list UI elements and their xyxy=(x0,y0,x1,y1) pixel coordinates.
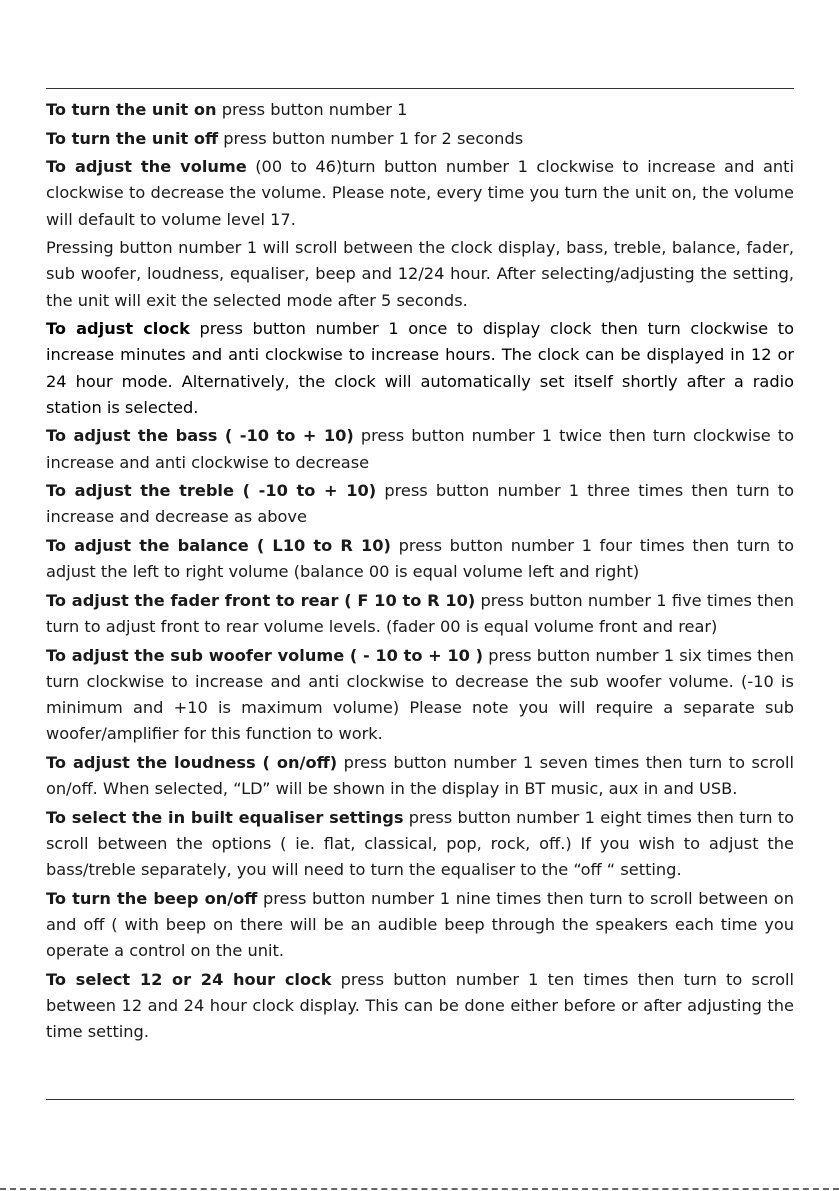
instruction-text: press button number 1 four times then turn to adjust the left to right volume (balance 00 is equal volume left and right) xyxy=(46,535,794,582)
page-edge-dashed-line xyxy=(0,1188,839,1190)
instruction-volume xyxy=(46,154,794,233)
instruction-text: press button number 1 once to display clock then turn clockwise to increase minutes and anti clockwise to increase hours. The clock can be displayed in 12 or 24 hour mode. Alternatively, the clock will automatically set itself shortly after a radio station is selected. xyxy=(46,319,795,417)
instructions-body xyxy=(46,97,794,1048)
instruction-heading: To adjust the volume xyxy=(46,157,247,177)
instruction-beep xyxy=(46,886,794,965)
instruction-text: press button number 1 three times then turn to increase and decrease as above xyxy=(46,481,794,527)
instruction-text: press button number 1 xyxy=(216,100,408,119)
instruction-heading: To turn the unit off xyxy=(46,128,219,148)
instruction-text: press button number 1 six times then turn clockwise to increase and anti clockwise to decrease the sub woofer volume. (-10 is minimum and +10 is maximum volume) Please note you will require a separate sub woofer/amplifier for this function to work. xyxy=(46,645,794,744)
instruction-text: press button number 1 twice then turn clockwise to increase and anti clockwise to decrease xyxy=(46,426,794,472)
instruction-sub-woofer xyxy=(46,643,794,748)
instruction-bass xyxy=(46,423,794,475)
instruction-scroll-modes xyxy=(46,235,794,314)
instruction-treble xyxy=(46,478,794,530)
instruction-text: press button number 1 for 2 seconds xyxy=(218,128,524,148)
instruction-text: press button number 1 five times then turn to adjust front to rear volume levels. (fader 00 is equal volume front and rear) xyxy=(46,590,794,636)
instruction-text: press button number 1 ten times then turn to scroll between 12 and 24 hour clock display. This can be done either before or after adjusting the time setting. xyxy=(46,969,794,1041)
instruction-heading: To turn the beep on/off xyxy=(46,888,258,908)
instruction-clock xyxy=(46,316,794,421)
instruction-turn-on xyxy=(46,97,794,123)
instruction-text: (00 to 46)turn button number 1 clockwise to increase and anti clockwise to decrease the volume. Please note, every time you turn the unit on, the volume will default to volume level 17. xyxy=(46,157,794,229)
instruction-text: press button number 1 seven times then turn to scroll on/off. When selected, “LD” will be shown in the display in BT music, aux in and USB. xyxy=(46,752,795,798)
instruction-fader xyxy=(46,588,794,640)
instruction-heading: To turn the unit on xyxy=(46,100,217,119)
instruction-equaliser xyxy=(46,805,794,884)
instruction-loudness xyxy=(46,750,794,802)
instruction-text: press button number 1 nine times then turn to scroll between on and off ( with beep on there will be an audible beep through the speakers each time you operate a control on the unit. xyxy=(46,888,794,960)
instruction-12-24-hour xyxy=(46,967,794,1046)
instruction-heading: To adjust clock xyxy=(46,319,190,339)
instruction-heading: To adjust the sub woofer volume ( - 10 to + 10 ) xyxy=(46,645,483,665)
bottom-divider xyxy=(46,1099,794,1100)
instruction-heading: To adjust the bass ( -10 to + 10) xyxy=(46,426,354,446)
instruction-heading: To adjust the loudness ( on/off) xyxy=(46,752,338,772)
instruction-turn-off xyxy=(46,126,794,152)
instruction-heading: To select the in built equaliser settings xyxy=(46,807,404,827)
instruction-heading: To select 12 or 24 hour clock xyxy=(46,969,332,989)
instruction-heading: To adjust the fader front to rear ( F 10 to R 10) xyxy=(46,590,476,610)
top-divider xyxy=(46,88,794,89)
instruction-text: press button number 1 eight times then turn to scroll between the options ( ie. flat, classical, pop, rock, off.) If you wish to adjust the bass/treble separately, you will need to turn the equaliser to the “off “ setting. xyxy=(46,807,794,879)
instruction-text: Pressing button number 1 will scroll between the clock display, bass, treble, balance, fader, sub woofer, loudness, equaliser, beep and 12/24 hour. After selecting/adjusting the setting, the unit will exit the selected mode after 5 seconds. xyxy=(46,238,794,310)
instruction-heading: To adjust the treble ( -10 to + 10) xyxy=(46,481,377,501)
instruction-balance xyxy=(46,533,794,585)
instruction-heading: To adjust the balance ( L10 to R 10) xyxy=(46,535,391,555)
